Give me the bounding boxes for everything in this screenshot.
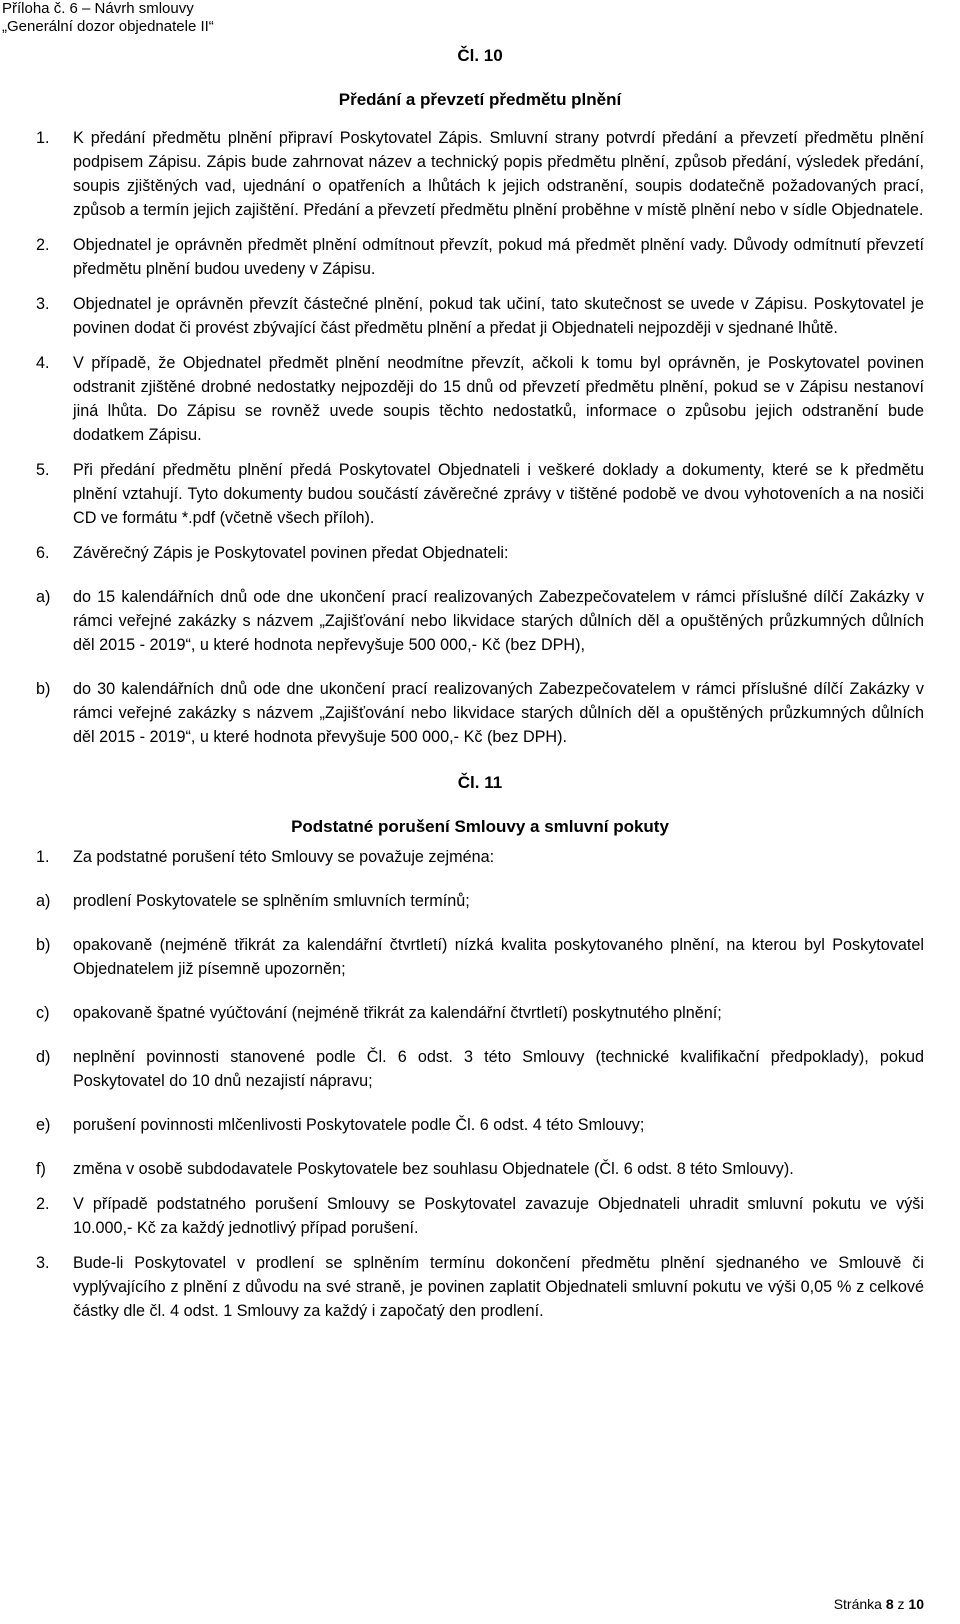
item-text: Objednatel je oprávněn předmět plnění odmítnout převzít, pokud má předmět plnění vady. Důvody odmítnutí převzetí předmětu plnění budou uvedeny v Zápisu. [73, 236, 924, 278]
subitem-letter: b) [36, 680, 51, 698]
item-number: 2. [36, 236, 50, 254]
art10-subitem-b [36, 677, 924, 749]
document-header [2, 0, 214, 36]
subitem-letter: a) [36, 588, 51, 606]
header-annex-line: Příloha č. 6 – Návrh smlouvy [2, 0, 194, 17]
art11-item-3 [36, 1251, 924, 1323]
item-text: Objednatel je oprávněn převzít částečné plnění, pokud tak učiní, tato skutečnost se uvede v Zápisu. Poskytovatel je povinen dodat či provést zbývající část předmětu plnění a předat ji Objednateli nejpozději v sjednané lhůtě. [73, 295, 924, 337]
subitem-letter: e) [36, 1116, 51, 1134]
art10-item-4 [36, 351, 924, 447]
item-text: Závěrečný Zápis je Poskytovatel povinen předat Objednateli: [73, 544, 509, 562]
art10-subitem-a [36, 585, 924, 657]
footer-page-number: 8 [885, 1596, 894, 1612]
footer-page-total: 10 [908, 1596, 924, 1612]
art11-subitem-b [36, 933, 924, 981]
art10-item-2 [36, 233, 924, 281]
header-contract-name: „Generální dozor objednatele II“ [2, 18, 214, 35]
art11-item-2 [36, 1192, 924, 1240]
item-text: K předání předmětu plnění připraví Poskytovatel Zápis. Smluvní strany potvrdí předání a převzetí předmětu plnění podpisem Zápisu. Zápis bude zahrnovat název a technický popis předmětu plnění, způsob předání, výsledek předání, soupis zjištěných vad, ujednání o opatřeních a lhůtách k jejich odstranění, soupis dodatečně požadovaných prací, způsob a termín jejich zajištění. Předání a převzetí předmětu plnění proběhne v místě plnění nebo v sídle Objednatele. [73, 129, 924, 219]
subitem-text: do 15 kalendářních dnů ode dne ukončení prací realizovaných Zabezpečovatelem v rámci příslušné dílčí Zakázky v rámci veřejné zakázky s názvem „Zajišťování nebo likvidace starých důlních děl a opuštěných průzkumných důlních děl 2015 - 2019“, u které hodnota nepřevyšuje 500 000,- Kč (bez DPH), [73, 588, 924, 654]
item-number: 1. [36, 129, 50, 147]
article-10-number: Čl. 10 [457, 46, 503, 65]
art10-item-6 [36, 541, 924, 565]
art11-item-1 [36, 845, 924, 869]
article-11-title: Podstatné porušení Smlouvy a smluvní pokuty [291, 817, 669, 836]
art11-subitem-a [36, 889, 924, 913]
subitem-text: změna v osobě subdodavatele Poskytovatele bez souhlasu Objednatele (Čl. 6 odst. 8 této Smlouvy). [73, 1160, 794, 1178]
document-body [36, 44, 924, 1334]
item-text: V případě, že Objednatel předmět plnění neodmítne převzít, ačkoli k tomu byl oprávněn, je Poskytovatel povinen odstranit zjištěné drobné nedostatky nejpozději do 15 dnů od převzetí předmětu plnění, pokud se v Zápisu nestanoví jiná lhůta. Do Zápisu se rovněž uvede soupis těchto nedostatků, informace o způsobu jejich odstranění bude dodatkem Zápisu. [73, 354, 924, 444]
subitem-text: opakovaně (nejméně třikrát za kalendářní čtvrtletí) nízká kvalita poskytovaného plnění, na kterou byl Poskytovatel Objednatelem již písemně upozorněn; [73, 936, 924, 978]
subitem-text: porušení povinnosti mlčenlivosti Poskytovatele podle Čl. 6 odst. 4 této Smlouvy; [73, 1116, 645, 1134]
footer-separator: z [893, 1596, 909, 1612]
subitem-letter: f) [36, 1160, 46, 1178]
subitem-text: neplnění povinnosti stanovené podle Čl. 6 odst. 3 této Smlouvy (technické kvalifikační předpoklady), pokud Poskytovatel do 10 dnů nezajistí nápravu; [73, 1048, 924, 1090]
page-footer [834, 1596, 924, 1612]
subitem-letter: d) [36, 1048, 51, 1066]
item-number: 4. [36, 354, 50, 372]
art10-item-3 [36, 292, 924, 340]
subitem-text: do 30 kalendářních dnů ode dne ukončení prací realizovaných Zabezpečovatelem v rámci příslušné dílčí Zakázky v rámci veřejné zakázky s názvem „Zajišťování nebo likvidace starých důlních děl a opuštěných průzkumných důlních děl 2015 - 2019“, u které hodnota převyšuje 500 000,- Kč (bez DPH). [73, 680, 924, 746]
art11-subitem-d [36, 1045, 924, 1093]
subitem-letter: c) [36, 1004, 50, 1022]
item-text: Bude-li Poskytovatel v prodlení se splněním termínu dokončení předmětu plnění sjednaného ve Smlouvě či vyplývajícího z plnění z důvodu na své straně, je povinen zaplatit Objednateli smluvní pokutu ve výši 0,05 % z celkové částky dle čl. 4 odst. 1 Smlouvy za každý i započatý den prodlení. [73, 1254, 924, 1320]
art10-item-1 [36, 126, 924, 222]
article-10-title: Předání a převzetí předmětu plnění [338, 90, 622, 109]
item-number: 5. [36, 461, 50, 479]
footer-prefix: Stránka [833, 1596, 886, 1612]
art11-subitem-c [36, 1001, 924, 1025]
item-number: 3. [36, 1254, 50, 1272]
subitem-text: prodlení Poskytovatele se splněním smluvních termínů; [73, 892, 470, 910]
item-number: 1. [36, 848, 50, 866]
art10-item-5 [36, 458, 924, 530]
subitem-letter: a) [36, 892, 51, 910]
item-number: 6. [36, 544, 50, 562]
subitem-text: opakovaně špatné vyúčtování (nejméně třikrát za kalendářní čtvrtletí) poskytnutého plnění; [73, 1004, 722, 1022]
article-11-number: Čl. 11 [457, 773, 503, 792]
item-text: Za podstatné porušení této Smlouvy se považuje zejména: [73, 848, 495, 866]
art11-subitem-e [36, 1113, 924, 1137]
item-text: V případě podstatného porušení Smlouvy se Poskytovatel zavazuje Objednateli uhradit smluvní pokutu ve výši 10.000,- Kč za každý jednotlivý případ porušení. [73, 1195, 924, 1237]
item-number: 3. [36, 295, 50, 313]
item-text: Při předání předmětu plnění předá Poskytovatel Objednateli i veškeré doklady a dokumenty, které se k předmětu plnění vztahují. Tyto dokumenty budou součástí závěrečné zprávy v tištěné podobě ve dvou vyhotoveních a na nosiči CD ve formátu *.pdf (včetně všech příloh). [73, 461, 924, 527]
subitem-letter: b) [36, 936, 51, 954]
item-number: 2. [36, 1195, 50, 1213]
art11-subitem-f [36, 1157, 924, 1181]
